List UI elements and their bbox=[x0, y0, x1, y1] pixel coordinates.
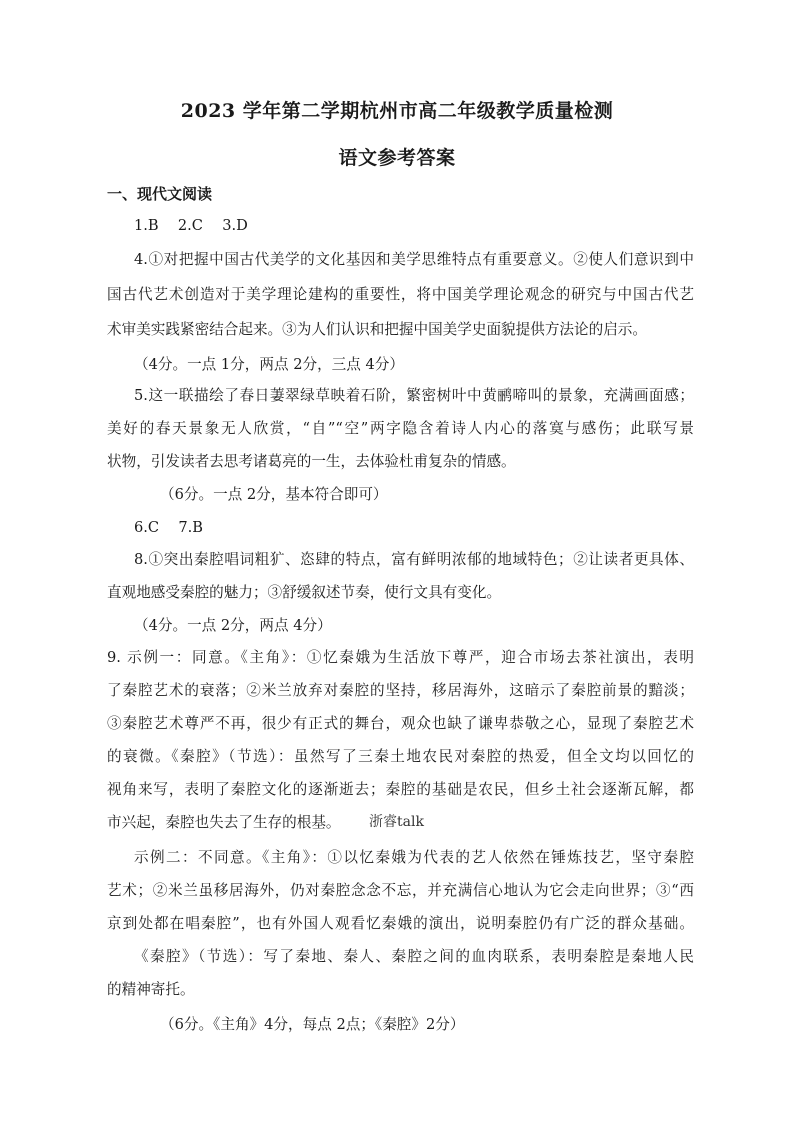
watermark-text: 浙睿talk bbox=[369, 814, 424, 830]
document-title: 2023 学年第二学期杭州市高二年级教学质量检测 bbox=[180, 100, 614, 122]
score-note: （6分。《主角》4分，每点 2点；《秦腔》2分） bbox=[160, 1016, 465, 1033]
answer-line: 5.这一联描绘了春日萋翠绿草映着石阶，繁密树叶中黄鹂啼叫的景象，充满画面感； bbox=[134, 387, 694, 404]
answer-line-6-7: 6.C 7.B bbox=[134, 519, 203, 536]
answer-line: 9. 示例一：同意。《主角》：①忆秦娥为生活放下尊严，迎合市场去茶社演出，表明 bbox=[107, 649, 694, 666]
answer-line: 示例二：不同意。《主角》：①以忆秦娥为代表的艺人依然在锤炼技艺，坚守秦腔 bbox=[134, 849, 694, 866]
section-heading: 一、现代文阅读 bbox=[107, 185, 213, 203]
answer-line: 艺术；②米兰虽移居海外，仍对秦腔念念不忘，并充满信心地认为它会走向世界；③“西 bbox=[107, 882, 694, 899]
answer-line: 京到处都在唱秦腔”，也有外国人观看忆秦娥的演出，说明秦腔仍有广泛的群众基础。 bbox=[107, 915, 694, 932]
answer-line: 的精神寄托。 bbox=[107, 981, 195, 998]
answer-line: 状物，引发读者去思考诸葛亮的一生，去体验杜甫复杂的情感。 bbox=[107, 453, 516, 470]
answer-line: 8.①突出秦腔唱词粗犷、恣肆的特点，富有鲜明浓郁的地域特色；②让读者更具体、 bbox=[134, 551, 694, 568]
answer-line: 视角来写，表明了秦腔文化的逐渐逝去；秦腔的基础是农民，但乡土社会逐渐瓦解，都 bbox=[107, 781, 694, 798]
answer-line: 《秦腔》（节选）：写了秦地、秦人、秦腔之间的血肉联系，表明秦腔是秦地人民 bbox=[134, 948, 694, 965]
answer-line: 国古代艺术创造对于美学理论建构的重要性，将中国美学理论观念的研究与中国古代艺 bbox=[107, 286, 694, 303]
answer-line: 美好的春天景象无人欣赏，“自”“空”两字隐含着诗人内心的落寞与感伤；此联写景 bbox=[107, 420, 694, 437]
answer-line: ③秦腔艺术尊严不再，很少有正式的舞台，观众也缺了谦卑恭敬之心，显现了秦腔艺术 bbox=[107, 715, 694, 732]
document-subtitle: 语文参考答案 bbox=[338, 147, 456, 169]
score-note: （6分。一点 2分，基本符合即可） bbox=[160, 486, 388, 503]
answer-line: 4.①对把握中国古代美学的文化基因和美学思维特点有重要意义。②使人们意识到中 bbox=[134, 251, 694, 268]
answer-line: 市兴起，秦腔也失去了生存的根基。 bbox=[107, 814, 341, 831]
answer-line: 的衰微。《秦腔》（节选）：虽然写了三秦土地农民对秦腔的热爱，但全文均以回忆的 bbox=[107, 748, 694, 765]
score-note: （4分。一点 2分，两点 4分） bbox=[134, 617, 332, 634]
score-note: （4分。一点 1分，两点 2分，三点 4分） bbox=[134, 356, 404, 373]
answer-line-1-3: 1.B 2.C 3.D bbox=[134, 217, 248, 234]
answer-line: 直观地感受秦腔的魅力；③舒缓叙述节奏，使行文具有变化。 bbox=[107, 584, 502, 601]
answer-line: 了秦腔艺术的衰落；②米兰放弃对秦腔的坚持，移居海外，这暗示了秦腔前景的黯淡； bbox=[107, 682, 694, 699]
answer-line: 术审美实践紧密结合起来。③为人们认识和把握中国美学史面貌提供方法论的启示。 bbox=[107, 321, 647, 338]
